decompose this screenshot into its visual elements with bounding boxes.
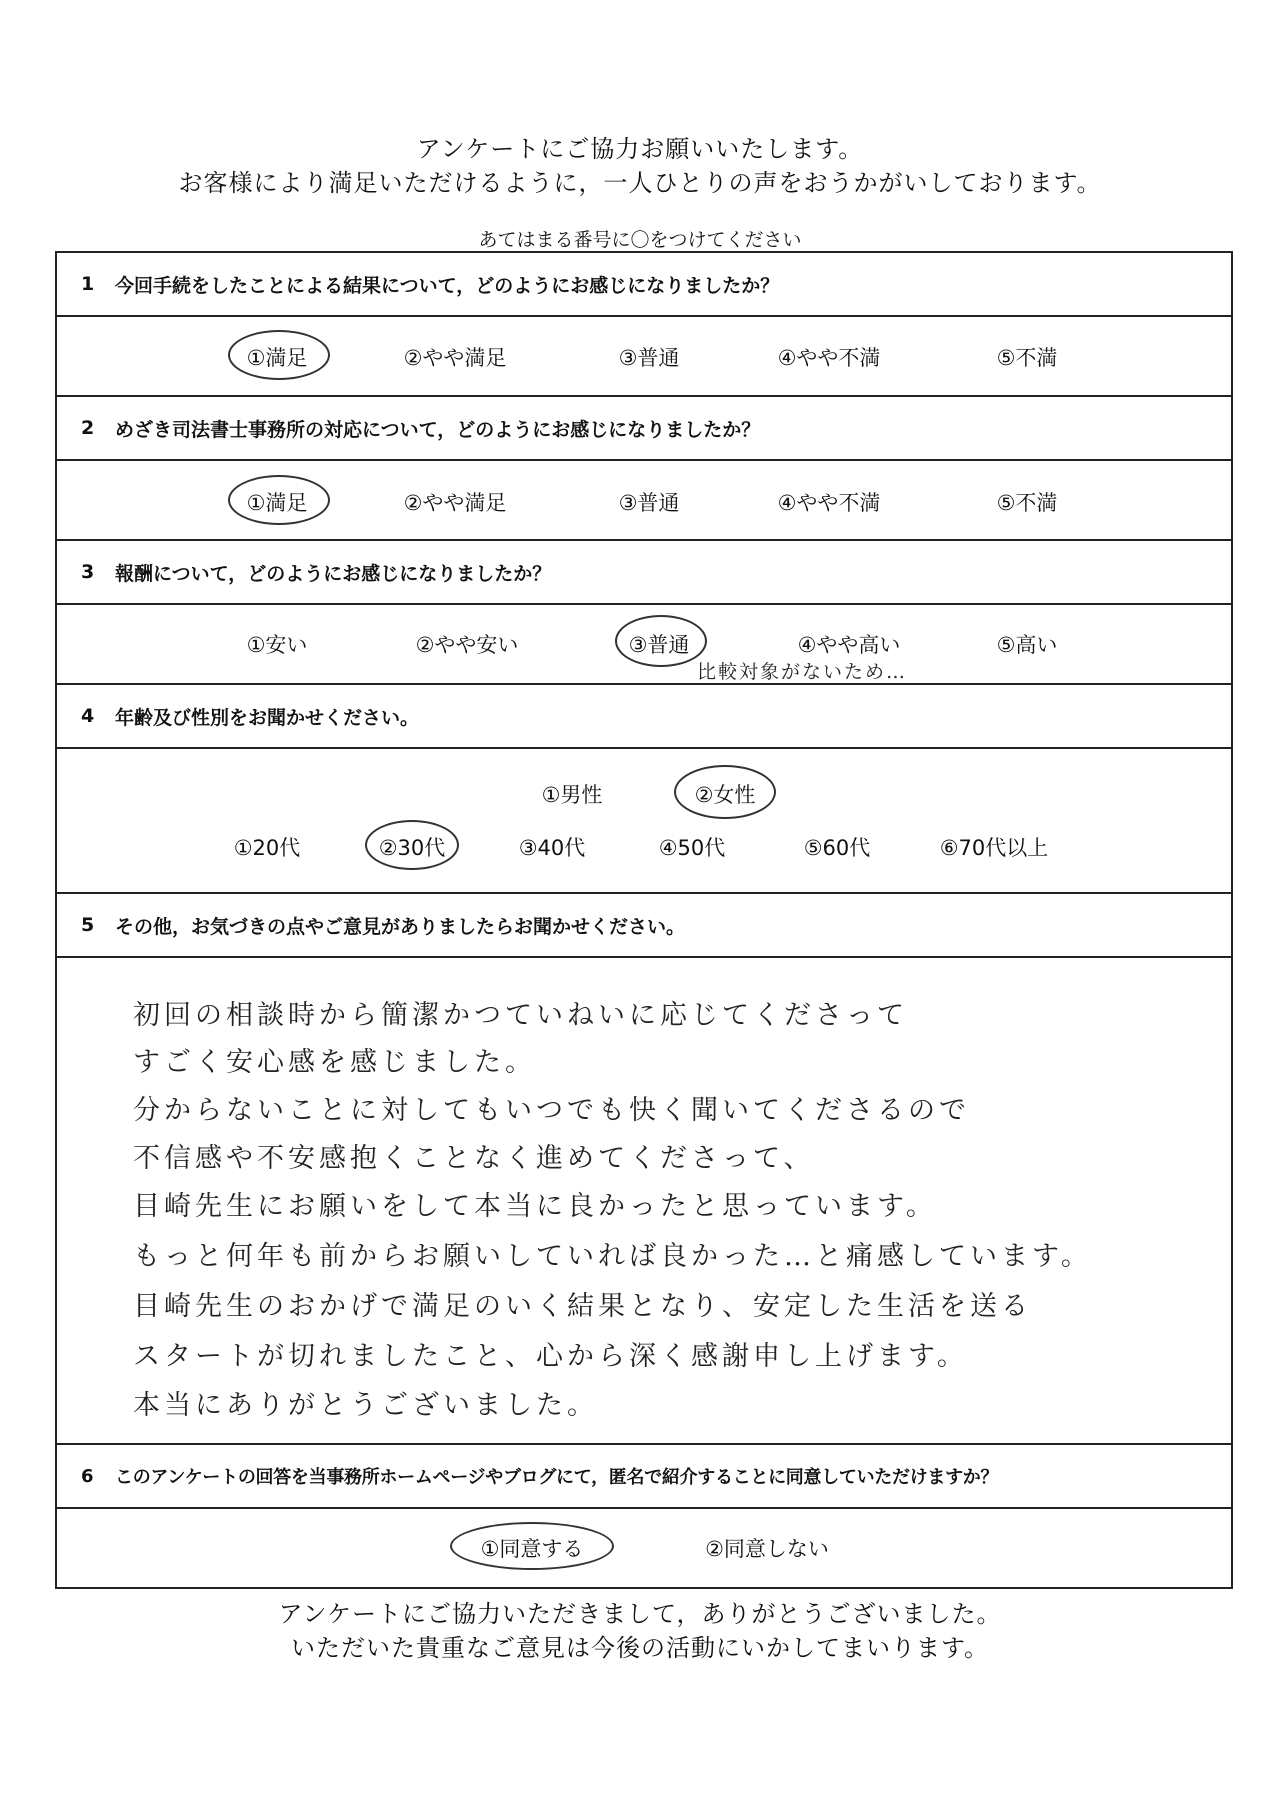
answer-row-4 bbox=[57, 749, 1231, 894]
footer-line-2: いただいた貴重なご意見は今後の活動にいかしてまいります。 bbox=[290, 1634, 990, 1662]
question-number: 4 bbox=[81, 705, 95, 727]
question-text: 年齢及び性別をお聞かせください。 bbox=[115, 706, 420, 729]
survey-header bbox=[0, 132, 1280, 200]
q4-age-option-1[interactable]: ①20代 bbox=[233, 836, 301, 860]
question-text: このアンケートの回答を当事務所ホームページやブログにて，匿名で紹介することに同意していただけますか？ bbox=[115, 1467, 999, 1488]
question-text: 今回手続をしたことによる結果について，どのようにお感じになりましたか？ bbox=[115, 274, 780, 297]
q6-option-1[interactable]: ①同意する bbox=[480, 1537, 584, 1561]
survey-footer bbox=[0, 1597, 1280, 1665]
question-text: 報酬について，どのようにお感じになりましたか？ bbox=[115, 562, 552, 585]
q3-option-2[interactable]: ②やや安い bbox=[415, 633, 519, 657]
q1-option-2[interactable]: ②やや満足 bbox=[403, 346, 507, 370]
question-3 bbox=[57, 541, 1231, 605]
selection-circle bbox=[365, 820, 459, 870]
q3-option-3[interactable]: ③普通 bbox=[628, 633, 690, 657]
question-1 bbox=[57, 253, 1231, 317]
question-6 bbox=[57, 1445, 1231, 1509]
comment-line-2: すごく安心感を感じました。 bbox=[133, 1047, 536, 1078]
question-number: 5 bbox=[81, 914, 95, 936]
q3-option-5[interactable]: ⑤高い bbox=[996, 633, 1058, 657]
selection-circle bbox=[228, 330, 330, 380]
comment-line-6: もっと何年も前からお願いしていれば良かった…と痛感しています。 bbox=[133, 1241, 1092, 1272]
header-line-1: アンケートにご協力お願いいたします。 bbox=[416, 135, 864, 163]
q4-gender-option-1[interactable]: ①男性 bbox=[541, 783, 603, 807]
q1-option-3[interactable]: ③普通 bbox=[618, 346, 680, 370]
question-number: 6 bbox=[81, 1465, 94, 1487]
q4-age-option-4[interactable]: ④50代 bbox=[658, 836, 726, 860]
handwritten-note: 比較対象がないため… bbox=[697, 661, 908, 683]
selection-circle bbox=[615, 615, 707, 667]
q4-gender-option-2[interactable]: ②女性 bbox=[694, 783, 756, 807]
question-2 bbox=[57, 397, 1231, 461]
answer-row-1 bbox=[57, 317, 1231, 397]
answer-row-5-comments bbox=[57, 958, 1231, 1445]
instruction-text: あてはまる番号に〇をつけてください bbox=[478, 229, 802, 251]
answer-row-2 bbox=[57, 461, 1231, 541]
comment-line-1: 初回の相談時から簡潔かつていねいに応じてくださって bbox=[133, 1000, 908, 1031]
footer-line-1: アンケートにご協力いただきまして，ありがとうございました。 bbox=[278, 1600, 1002, 1628]
question-number: 2 bbox=[81, 417, 95, 439]
q4-age-option-6[interactable]: ⑥70代以上 bbox=[939, 836, 1049, 860]
comment-line-7: 目崎先生のおかげで満足のいく結果となり、安定した生活を送る bbox=[133, 1291, 1032, 1322]
question-5 bbox=[57, 894, 1231, 958]
answer-row-6 bbox=[57, 1509, 1231, 1587]
comment-line-3: 分からないことに対してもいつでも快く聞いてくださるので bbox=[133, 1095, 970, 1126]
question-number: 3 bbox=[81, 561, 95, 583]
q2-option-1[interactable]: ①満足 bbox=[246, 491, 308, 515]
q6-option-2[interactable]: ②同意しない bbox=[705, 1537, 829, 1561]
comment-line-5: 目崎先生にお願いをして本当に良かったと思っています。 bbox=[133, 1191, 937, 1222]
header-line-2: お客様により満足いただけるように，一人ひとりの声をおうかがいしております。 bbox=[178, 169, 1102, 197]
q2-option-2[interactable]: ②やや満足 bbox=[403, 491, 507, 515]
comment-line-8: スタートが切れましたこと、心から深く感謝申し上げます。 bbox=[133, 1341, 968, 1372]
q1-option-5[interactable]: ⑤不満 bbox=[996, 346, 1058, 370]
q3-option-4[interactable]: ④やや高い bbox=[797, 633, 901, 657]
question-text: その他，お気づきの点やご意見がありましたらお聞かせください。 bbox=[115, 915, 686, 938]
question-4 bbox=[57, 685, 1231, 749]
q3-option-1[interactable]: ①安い bbox=[246, 633, 308, 657]
selection-circle bbox=[228, 475, 330, 525]
answer-row-3 bbox=[57, 605, 1231, 685]
q1-option-4[interactable]: ④やや不満 bbox=[777, 346, 881, 370]
q2-option-5[interactable]: ⑤不満 bbox=[996, 491, 1058, 515]
q2-option-3[interactable]: ③普通 bbox=[618, 491, 680, 515]
selection-circle bbox=[450, 1522, 614, 1570]
question-text: めざき司法書士事務所の対応について，どのようにお感じになりましたか？ bbox=[115, 418, 761, 441]
q1-option-1[interactable]: ①満足 bbox=[246, 346, 308, 370]
comment-line-9: 本当にありがとうございました。 bbox=[133, 1390, 598, 1421]
q2-option-4[interactable]: ④やや不満 bbox=[777, 491, 881, 515]
q4-age-option-2[interactable]: ②30代 bbox=[378, 836, 446, 860]
q4-age-option-3[interactable]: ③40代 bbox=[518, 836, 586, 860]
question-number: 1 bbox=[81, 273, 95, 295]
survey-form bbox=[55, 251, 1233, 1589]
selection-circle bbox=[674, 765, 776, 819]
q4-age-option-5[interactable]: ⑤60代 bbox=[803, 836, 871, 860]
comment-line-4: 不信感や不安感抱くことなく進めてくださって、 bbox=[133, 1143, 815, 1174]
